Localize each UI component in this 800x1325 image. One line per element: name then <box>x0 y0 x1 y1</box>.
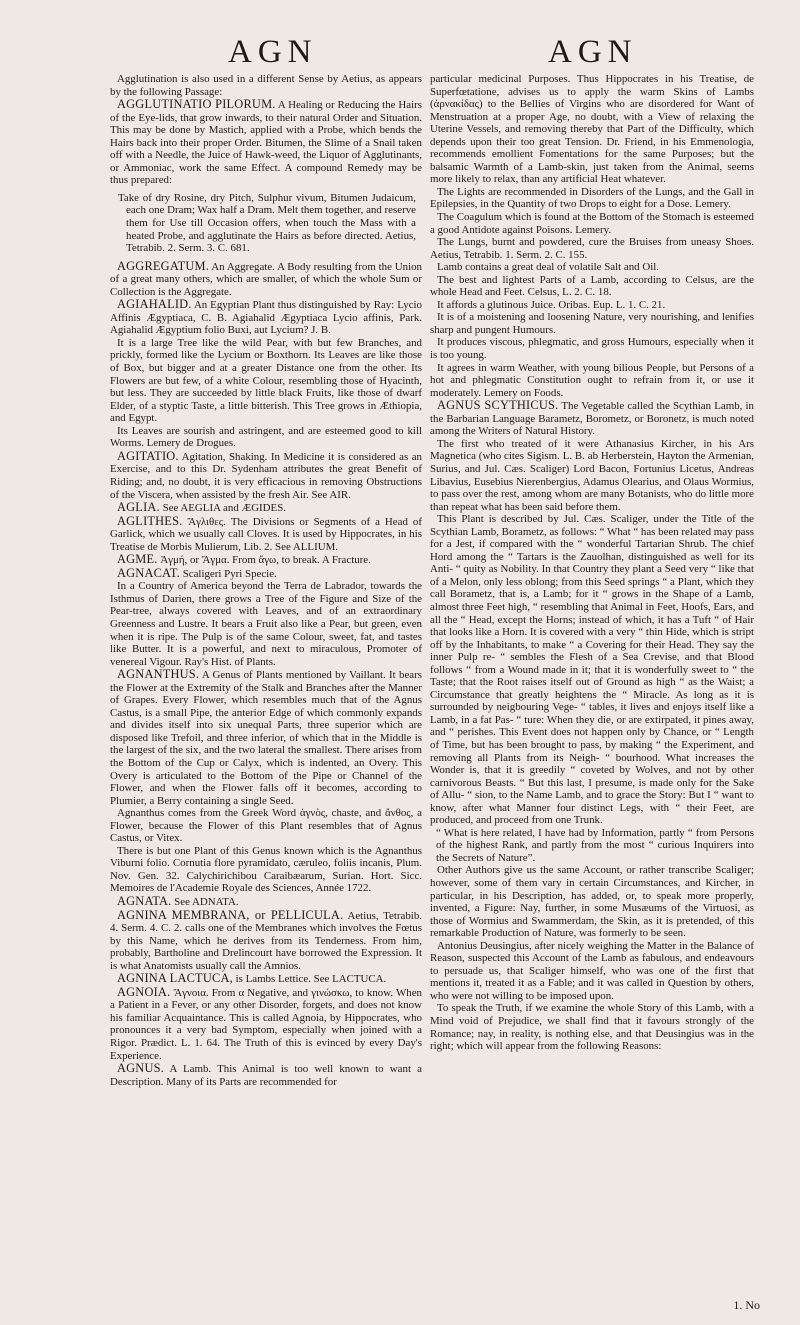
entry-text: It affords a glutinous Juice. Oribas. Eup. L. 1. C. 21. <box>437 298 666 311</box>
recipe-paragraph: Take of dry Rosine, dry Pitch, Sulphur vivum, Bitumen Judaicum, each one Dram; Wax half a Dram. Melt them together, and reserve them for Use till Occasion offers, when touch the Mass with a heated Probe, and agglutinate the Hairs as before directed. Aetius, Tetrabib. 2. Serm. 3. C. 681. <box>118 191 416 255</box>
paragraph <box>430 336 754 361</box>
entry-term: AGNACAT. <box>117 565 180 580</box>
entry-term: AGLITHES. <box>117 513 183 528</box>
dictionary-entry <box>110 298 422 337</box>
paragraph <box>110 845 422 895</box>
entry-text: A Genus of Plants mentioned by Vaillant. It bears the Flower at the Extremity of the Stalk and Branches after the Manner of Grapes. Every Flower, which resembles much that of the Agnus Castus, is a small Pipe, the anterior Edge of which commonly expands and divides itself into six unequal Parts, three superior which are disposed like Trefoil, and three inferior, of which that in the Middle is the largest of the six, and the two lateral the smallest. There arises from the Bottom of the Cup or Calyx, which is indented, an Overy. This Overy is articulated to the Bottom of the Pipe or Channel of the Flower, and when the Flower falls off it becomes, according to Plumier, a Berry containing a single Seed. <box>110 669 422 807</box>
entry-text: An Egyptian Plant thus distinguished by Ray: Lycio Affinis Ægyptiaca, C. B. Agiahalid Ægyptiaca Lycio affinis, Park. Agiahalid Ægyptium folio Buxi, aut Lycium? J. B. <box>110 299 422 337</box>
running-head-left: AGN <box>228 34 318 70</box>
entry-term: AGLIA. <box>117 500 160 515</box>
dictionary-entry <box>110 668 422 807</box>
paragraph <box>110 425 422 450</box>
entry-text: Other Authors give us the same Account, or rather transcribe Scaliger; however, some of them vary in certain Circumstances, and Kircher, in particular, in his Description, has added, or, to speak more properly, invented, a Figure: Nay, further, in some Musæums of the Virtuosi, as those of Wormius and Swammerdam, the Skin, as it is pretended, of this remarkable Production of Nature, was formerly to be seen. <box>430 864 754 940</box>
entry-term: AGME. <box>117 552 158 567</box>
paragraph <box>110 73 422 98</box>
entry-text: Scaligeri Pyri Specie. <box>179 567 277 580</box>
entry-text: It is a large Tree like the wild Pear, with but few Branches, and prickly, formed like the Lycium or Boxthorn. Its Leaves are like those of Box, but bigger and at a greater Distance one from the other. Its Flowers are but few, of a white Colour, resembling those of Hyacinth, but less. They are succeeded by little black Fruits, like those of dwarf Elder, of a styptic Taste, a little bitterish. This Tree grows in Æthiopia, and Egypt. <box>110 336 422 425</box>
entry-term: AGNINA LACTUCA, <box>117 971 233 986</box>
entry-text: There is but one Plant of this Genus known which is the Agnanthus Viburni folio. Cornutia flore pyramidato, cæruleo, foliis incanis, Plum. Nov. Gen. 32. Calychirichibou Caraibæarum, Surian. Hort. Sicc. Memoires de l'Academie Royale des Sciences, Année 1722. <box>110 844 422 895</box>
paragraph <box>110 580 422 668</box>
paragraph <box>430 211 754 236</box>
entry-text: An Aggregate. A Body resulting from the Union of a great many others, which are smaller, of which the whole Sum or Collection is the Aggregate. <box>110 260 422 298</box>
entry-text: The best and lightest Parts of a Lamb, according to Celsus, are the whole Head and Feet. Celsus, L. 2. C. 18. <box>430 273 754 299</box>
right-column <box>430 73 754 1053</box>
entry-text: Agnanthus comes from the Greek Word ἁγνὸς, chaste, and ἄνθος, a Flower, because the Flower of this Plant resembles that of Agnus Castus, or Vitex. <box>110 807 422 845</box>
entry-term: AGGLUTINATIO PILORUM. <box>117 97 276 112</box>
paragraph <box>430 299 754 312</box>
paragraph <box>430 261 754 274</box>
dictionary-entry <box>110 567 422 581</box>
entry-text: The Coagulum which is found at the Bottom of the Stomach is esteemed a good Antidote against Poisons. Lemery. <box>430 211 754 236</box>
paragraph <box>430 73 754 186</box>
catchword: 1. No <box>733 1298 760 1312</box>
entry-text: This Plant is described by Jul. Cæs. Scaliger, under the Title of the Scythian Lamb, Borametz, as follows: “ What “ has been related may pass for a Jest, if compared with the “ wonderful Tartarian Shrub. The chief Hord among the “ Tartars is the Zauolhan, distinguished as well for its Anti- “ quity as Nobility. In that Country they plant a Seed very “ like that of a Melon, only less oblong; from this Seed springs “ a Plant, which they call Borametz, that is, a Lamb; for it “ grows in the Shape of a Lamb, almost three Feet high, “ resembling that Animal in Feet, Hoofs, Ears, and all the “ Head, except the Horns; instead of which, it has a Tuft “ of Hair that looks like a Horn. It is covered with a very “ thin Hide, which is stript off by the Inhabitants, to make “ a Covering for their Head. They say the inner Pulp re- “ sembles the Flesh of a Sea Crevise, and that Blood follows “ from a Wound made in it; that it is wonderfully sweet to “ the Taste; that the Root raises itself out of Ground as high “ as the Waist; a Circumstance that greatly heightens the “ Miracle. As long as it is surrounded by neigbouring Vege- “ tables, it lives and enjoys itself like a Lamb, in a fat Pas- “ ture: When they die, or are extirpated, it pines away, and “ perishes. This Event does not happen only by Chance, or “ Length of Time, but has been brought to pass, by making “ the Experiment, and removing all Plants from its Neigh- “ bourhood. What increases the Wonder is, that it is greedily “ coveted by Wolves, and not by other carnivorous Beasts. “ But this last, I presume, is made only for the Sake of Allu- “ sion, to the Name Lamb, and to grace the Story: But I “ want to know, after what Manner four distinct Legs, with “ their Feet, are produced, and proceed from one Trunk. <box>430 513 754 827</box>
entry-text: The Lungs, burnt and powdered, cure the Bruises from uneasy Shoes. Aetius, Tetrabib. 1. Serm. 2. C. 155. <box>430 236 754 261</box>
dictionary-entry <box>110 501 422 515</box>
entry-text: In a Country of America beyond the Terra de Labrador, towards the Isthmus of Darien, there grows a Tree of the Figure and Size of the Pear-tree, always covered with Leaves, and of an extraordinary Greenness and Lustre. It bears a Fruit also like a Pear, but green, even when it is ripe. The Pulp is of the same Colour, sweet, fat, and tastes like Butter. It is a powerful, and next to miraculous, Promoter of venereal Vigour. Ray's Hist. of Plants. <box>110 580 422 668</box>
paragraph <box>110 337 422 425</box>
paragraph <box>430 438 754 513</box>
dictionary-entry <box>430 399 754 438</box>
dictionary-entry <box>110 515 422 554</box>
entry-text: It is of a moistening and loosening Nature, very nourishing, and lenifies sharp and pungent Humours. <box>430 311 754 336</box>
entry-text: The Vegetable called the Scythian Lamb, in the Barbarian Language Barametz, Borometz, or Boronetz, is much noted among the Writers of Natural History. <box>430 400 754 438</box>
entry-text: A Lamb. This Animal is too well known to want a Description. Many of its Parts are recommended for <box>110 1063 422 1088</box>
entry-text: particular medicinal Purposes. Thus Hippocrates in his Treatise, de Superfœtatione, advises us to apply the warm Skins of Lambs (ἀρνακίδας) to the Bellies of Virgins who are disordered for Want of Menstruation at a proper Age, no doubt, with a View of relaxing the Uterine Vessels, and removing thereby that Part of the Difficulty, which depends upon their too great Tension. Dr. Friend, in his Emmenologia, recommends emollient Fomentations for the same Purposes; but the balsamic Warmth of a Lamb-skin, just taken from the Animal, seems more likely to relax, than any artificial Heat whatever. <box>430 73 754 186</box>
entry-text: The Lights are recommended in Disorders of the Lungs, and the Gall in Epilepsies, in the Quantity of two Drops to eight for a Dose. Lemery. <box>430 185 754 211</box>
entry-text: Ἄγλιθες. The Divisions or Segments of a Head of Garlick, which we usually call Cloves. It is used by Hippocrates, in his Treatise de Morbis Mulierum, Lib. 2. See ALLIUM. <box>110 515 422 553</box>
paragraph <box>430 1002 754 1052</box>
entry-text: Ἀγμή, or Ἄγμα. From ἄγω, to break. A Fracture. <box>157 554 371 567</box>
entry-text: Aetius, Tetrabib. 4. Serm. 4. C. 2. calls one of the Membranes which involves the Fœtus by this Name, which he derives from its Tenderness. From him, probably, Bartholine and Drelincourt have borrowed the Expression. It is what Anatomists usually call the Amnios. <box>110 909 422 972</box>
dictionary-entry <box>110 972 422 986</box>
running-head-right: AGN <box>548 34 638 70</box>
entry-text: Its Leaves are sourish and astringent, and are esteemed good to kill Worms. Lemery de Drogues. <box>110 424 422 450</box>
entry-text: It agrees in warm Weather, with young bilious People, but Persons of a hot and phlegmatic Constitution ought to refrain from it, or use it moderately. Lemery on Foods. <box>430 361 754 399</box>
dictionary-entry <box>110 98 422 187</box>
paragraph <box>110 807 422 845</box>
dictionary-entry <box>110 260 422 299</box>
dictionary-entry <box>110 986 422 1062</box>
entry-text: It produces viscous, phlegmatic, and gross Humours, especially when it is too young. <box>430 336 754 362</box>
paragraph <box>430 186 754 211</box>
entry-text: See ADNATA. <box>171 896 239 908</box>
entry-text: “ What is here related, I have had by Information, partly “ from Persons of the highest Rank, and partly from the most “ curious Inquirers into the Secrets of Nature”. <box>436 826 754 864</box>
dictionary-entry <box>110 895 422 909</box>
entry-text: Agglutination is also used in a different Sense by Aetius, as appears by the following Passage: <box>110 73 422 98</box>
entry-text: is Lambs Lettice. See LACTUCA. <box>232 973 387 986</box>
entry-text: Antonius Deusingius, after nicely weighing the Matter in the Balance of Reason, suspected this Account of the Lamb as fabulous, and endeavours to persuade us, that Scaliger himself, who was one of the first that mentions it, treated it as a Fable; and it was called in Question by others, who were not willing to be imposed upon. <box>430 939 754 1002</box>
paragraph <box>430 864 754 939</box>
entry-text: Lamb contains a great deal of volatile Salt and Oil. <box>437 261 659 274</box>
entry-text: Agitation, Shaking. In Medicine it is considered as an Exercise, and to this Dr. Sydenham attributes the great Benefit of Riding; and, no doubt, it is very efficacious in removing Obstructions of the Viscera, when assisted by the fresh Air. See AIR. <box>110 450 422 501</box>
entry-text: The first who treated of it were Athanasius Kircher, in his Ars Magnetica (who cites Sigism. L. B. ab Herberstein, Hayton the Armenian, Surius, and Jul. Cæs. Scaliger) Lord Bacon, Fortunius Licetus, Andreas Libavius, Eusebius Nierenbergius, Adamus Olearius, and Olaus Wormius, to pass over the rest, among whom are many Botanists, who do little more than repeat what has been said before them. <box>430 437 754 513</box>
entry-term: AGNUS SCYTHICUS. <box>437 398 559 413</box>
paragraph <box>436 827 754 865</box>
left-column <box>110 73 422 1088</box>
dictionary-entry <box>110 909 422 973</box>
paragraph <box>430 362 754 400</box>
entry-term: AGIAHALID. <box>117 297 192 312</box>
entry-term: AGNINA MEMBRANA, or PELLICULA. <box>117 907 344 922</box>
paragraph <box>430 311 754 336</box>
entry-term: AGNOIA. <box>117 984 171 999</box>
entry-term: AGGREGATUM. <box>117 258 210 273</box>
entry-term: AGNANTHUS. <box>117 667 200 682</box>
entry-text: A Healing or Reducing the Hairs of the Eye-lids, that grow inwards, to their natural Order and Situation. This may be done by Mastich, applied with a Probe, which bends the Hairs back into their proper Order. Bitumen, the Slime of a Snail taken off with a Needle, the Juice of Hawk-weed, the Liquor of Agglutinants, or Ammoniac, work the same Effect. A compound Remedy may be thus prepared: <box>110 99 422 187</box>
entry-text: To speak the Truth, if we examine the whole Story of this Lamb, with a Mind void of Prejudice, we shall find that it favours strongly of the Romance; nay, in reality, is nothing else, and that Deusingius was in the right; which will appear from the following Reasons: <box>430 1002 754 1053</box>
entry-term: AGNUS. <box>117 1061 164 1076</box>
entry-text: Ἄγνοια. From α Negative, and γινώσκω, to know. When a Patient in a Fever, or any other Disorder, forgets, and does not know his familiar Acquaintance. This is called Agnoia, by Hippocrates, who pronounces it a very bad Symptom, especially when joined with a Rigor. Prædict. L. 1. 64. The Truth of this is evinced by every Day's Experience. <box>110 986 422 1062</box>
entry-text: See AEGLIA and ÆGIDES. <box>159 502 286 515</box>
paragraph <box>430 513 754 827</box>
paragraph <box>430 274 754 299</box>
dictionary-entry <box>110 1062 422 1088</box>
entry-term: AGNATA. <box>117 894 172 908</box>
dictionary-entry <box>110 553 422 567</box>
paragraph <box>430 236 754 261</box>
paragraph <box>430 940 754 1003</box>
entry-term: AGITATIO. <box>117 448 179 463</box>
dictionary-entry <box>110 450 422 501</box>
